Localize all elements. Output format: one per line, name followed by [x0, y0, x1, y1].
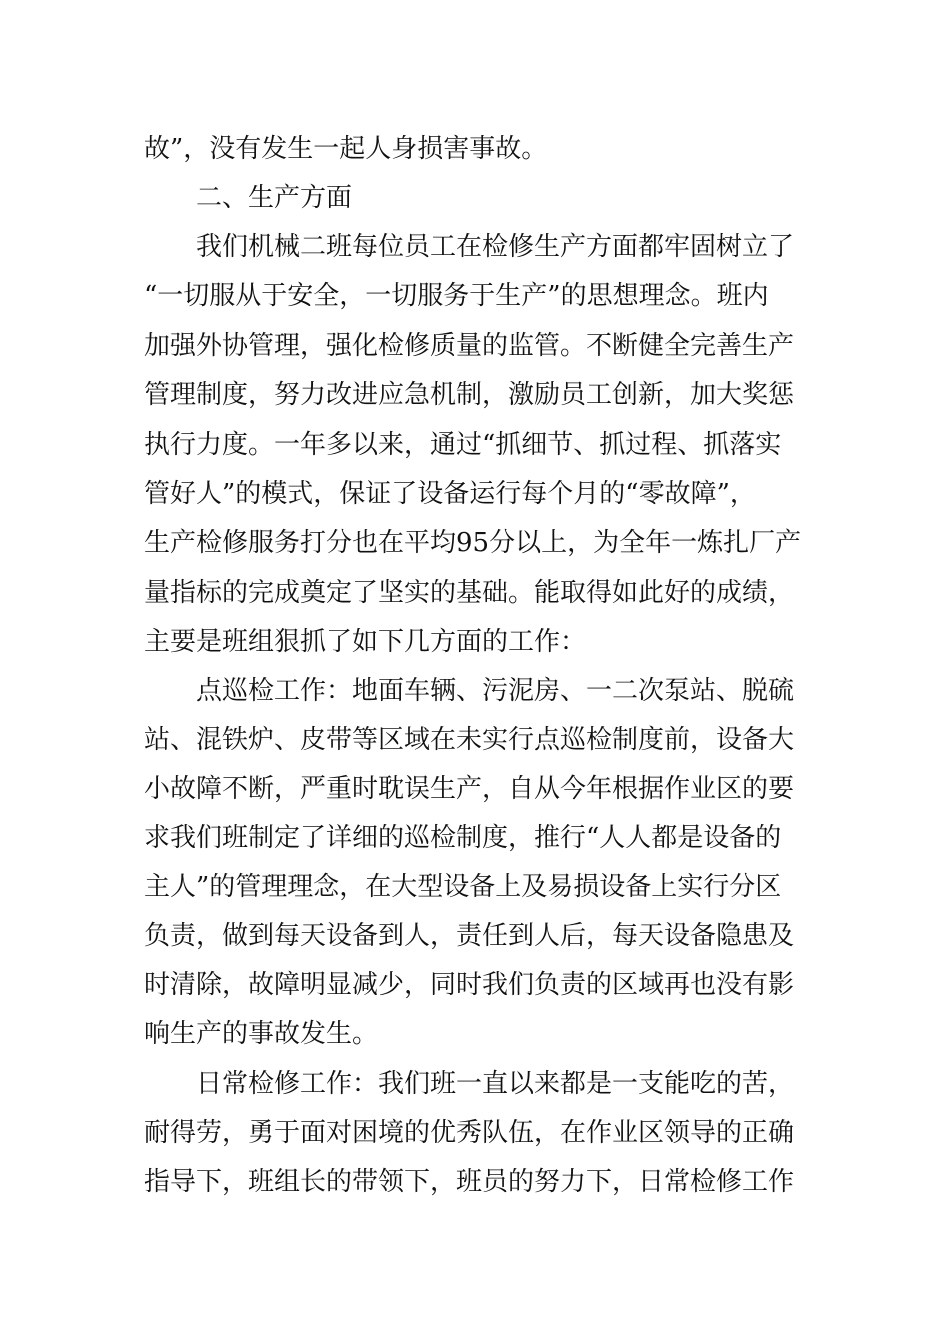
text-line: 主要是班组狠抓了如下几方面的工作： [144, 627, 587, 657]
text-line: 求我们班制定了详细的巡检制度，推行“人人都是设备的 [144, 823, 782, 853]
text-line: “一切服从于安全，一切服务于生产”的思想理念。班内 [144, 281, 769, 311]
text-line: 量指标的完成奠定了坚实的基础。能取得如此好的成绩， [144, 578, 795, 608]
text-line: 故”，没有发生一起人身损害事故。 [144, 134, 548, 164]
text-line: 我们机械二班每位员工在检修生产方面都牢固树立了 [196, 232, 795, 262]
text-line: 时清除，故障明显减少，同时我们负责的区域再也没有影 [144, 970, 795, 1000]
text-line: 负责，做到每天设备到人，责任到人后，每天设备隐患及 [144, 921, 795, 951]
text-line: 耐得劳，勇于面对困境的优秀队伍，在作业区领导的正确 [144, 1118, 795, 1148]
text-line: 日常检修工作：我们班一直以来都是一支能吃的苦， [196, 1069, 795, 1099]
text-line: 生产检修服务打分也在平均95分以上，为全年一炼扎厂产 [144, 528, 802, 558]
text-line: 主人”的管理理念，在大型设备上及易损设备上实行分区 [144, 872, 782, 902]
text-line: 响生产的事故发生。 [144, 1019, 379, 1049]
text-line: 加强外协管理，强化检修质量的监管。不断健全完善生产 [144, 331, 795, 361]
text-line: 管好人”的模式，保证了设备运行每个月的“零故障”， [144, 479, 756, 509]
text-line: 点巡检工作：地面车辆、污泥房、一二次泵站、脱硫 [196, 676, 795, 706]
text-line: 小故障不断，严重时耽误生产，自从今年根据作业区的要 [144, 774, 795, 804]
section-heading: 二、生产方面 [196, 183, 353, 213]
text-line: 管理制度，努力改进应急机制，激励员工创新，加大奖惩 [144, 380, 795, 410]
text-line: 执行力度。一年多以来，通过“抓细节、抓过程、抓落实 [144, 430, 782, 460]
text-line: 站、混铁炉、皮带等区域在未实行点巡检制度前，设备大 [144, 725, 795, 755]
text-line: 指导下，班组长的带领下，班员的努力下，日常检修工作 [144, 1167, 795, 1197]
